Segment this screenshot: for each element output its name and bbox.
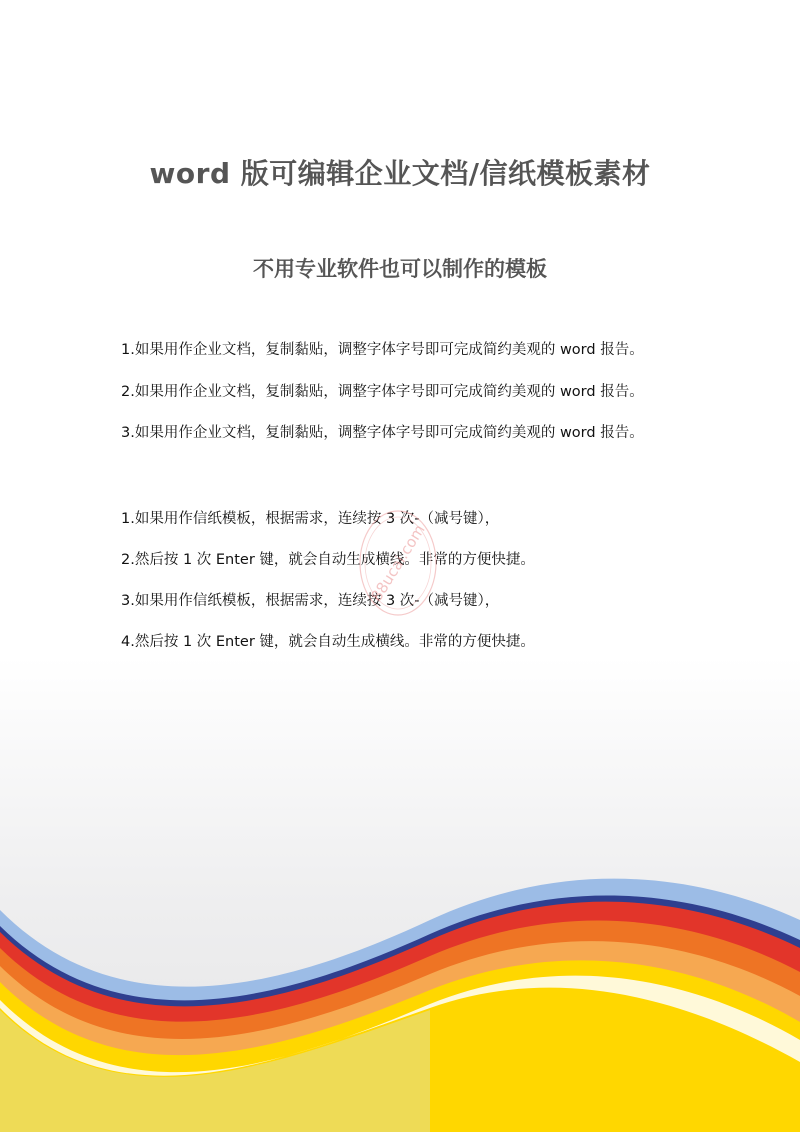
document-title: word 版可编辑企业文档/信纸模板素材	[149, 157, 651, 190]
document-subtitle: 不用专业软件也可以制作的模板	[253, 257, 547, 281]
list-item: 3.如果用作信纸模板，根据需求，连续按 3 次-（减号键），	[121, 593, 500, 609]
list-item: 2.然后按 1 次 Enter 键，就会自动生成横线。非常的方便快捷。	[121, 552, 535, 568]
list-item: 1.如果用作企业文档，复制黏贴，调整字体字号即可完成简约美观的 word 报告。	[121, 342, 644, 358]
list-item: 4.然后按 1 次 Enter 键，就会自动生成横线。非常的方便快捷。	[121, 634, 535, 650]
svg-text:88ucai.com: 88ucai.com	[367, 521, 429, 605]
list-item: 3.如果用作企业文档，复制黏贴，调整字体字号即可完成简约美观的 word 报告。	[121, 425, 644, 441]
list-item: 1.如果用作信纸模板，根据需求，连续按 3 次-（减号键），	[121, 511, 500, 527]
list-item: 2.如果用作企业文档，复制黏贴，调整字体字号即可完成简约美观的 word 报告。	[121, 383, 644, 400]
